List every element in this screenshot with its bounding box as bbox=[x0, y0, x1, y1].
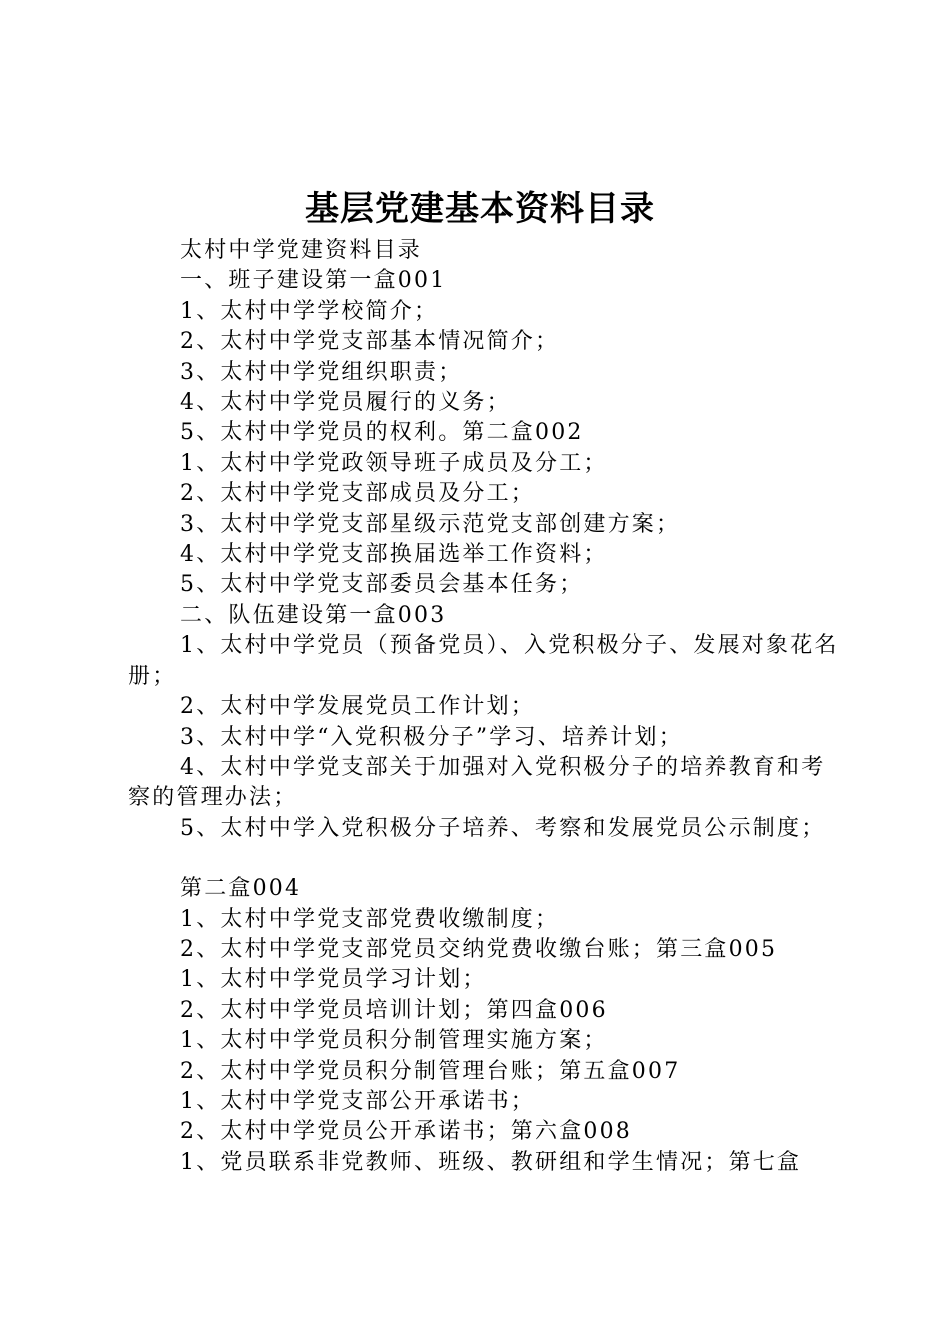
list-item: 2、太村中学党支部党员交纳党费收缴台账；第三盒005 bbox=[180, 936, 778, 962]
document-body bbox=[128, 236, 848, 1178]
list-item: 3、太村中学党支部星级示范党支部创建方案； bbox=[180, 511, 681, 537]
list-item: 1、太村中学党员学习计划； bbox=[180, 967, 487, 993]
list-item: 4、太村中学党支部换届选举工作资料； bbox=[180, 542, 608, 568]
list-item: 2、太村中学党支部基本情况简介； bbox=[180, 329, 560, 355]
list-item: 2、太村中学党员公开承诺书；第六盒008 bbox=[180, 1119, 632, 1145]
list-item: 5、太村中学党员的权利。第二盒002 bbox=[180, 420, 584, 446]
list-item: 4、太村中学党员履行的义务； bbox=[180, 390, 511, 416]
list-item: 1、太村中学党政领导班子成员及分工； bbox=[180, 450, 608, 476]
list-item: 1、太村中学党员积分制管理实施方案； bbox=[180, 1028, 608, 1054]
list-item: 2、太村中学党员积分制管理台账；第五盒007 bbox=[180, 1058, 681, 1084]
box-heading: 第二盒004 bbox=[180, 876, 302, 902]
list-item: 2、太村中学党支部成员及分工； bbox=[180, 481, 535, 507]
list-item: 3、太村中学党组织职责； bbox=[180, 359, 463, 385]
paragraph: 太村中学党建资料目录 bbox=[180, 238, 423, 263]
document-title: 基层党建基本资料目录 bbox=[305, 189, 655, 229]
list-item: 1、太村中学学校简介； bbox=[180, 298, 439, 324]
list-item: 1、太村中学党员（预备党员）、入党积极分子、发展对象花名册； bbox=[128, 633, 839, 689]
list-item: 2、太村中学党员培训计划；第四盒006 bbox=[180, 997, 608, 1023]
list-item: 1、党员联系非党教师、班级、教研组和学生情况；第七盒 bbox=[180, 1149, 802, 1175]
list-item: 5、太村中学党支部委员会基本任务； bbox=[180, 572, 584, 598]
list-item: 1、太村中学党支部公开承诺书； bbox=[180, 1088, 535, 1114]
section-heading: 一、班子建设第一盒001 bbox=[180, 268, 447, 294]
list-item: 5、太村中学入党积极分子培养、考察和发展党员公示制度； bbox=[180, 815, 826, 841]
list-item: 3、太村中学“入党积极分子”学习、培养计划； bbox=[180, 724, 683, 750]
list-item: 1、太村中学党支部党费收缴制度； bbox=[180, 906, 560, 932]
list-item: 2、太村中学发展党员工作计划； bbox=[180, 694, 535, 720]
list-item: 4、太村中学党支部关于加强对入党积极分子的培养教育和考察的管理办法； bbox=[128, 754, 826, 811]
section-heading: 二、队伍建设第一盒003 bbox=[180, 602, 447, 628]
paragraph-spacer bbox=[128, 844, 848, 874]
